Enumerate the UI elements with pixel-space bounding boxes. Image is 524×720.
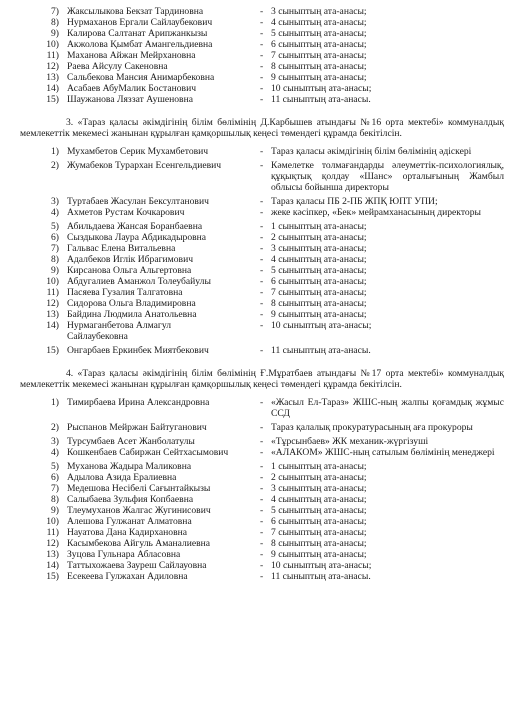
- list-item: 5) Абильдаева Жансая Боранбаевна - 1 сыныптың ата-анасы;: [51, 221, 367, 232]
- list-item: 15) Шаужанова Ляззат Аушеновна - 11 сыныптың ата-анасы.: [46, 94, 371, 105]
- list-item: 9) Кирсанова Ольга Альгертовна - 5 сыныптың ата-анасы;: [51, 265, 367, 276]
- list-item: 2) Рыспанов Мейржан Байтуганович - Тараз қалалық прокуратурасының аға прокуроры: [51, 422, 473, 433]
- list-item: 10) Акжолова Қымбат Амангельдиевна - 6 сыныптың ата-анасы;: [46, 39, 367, 50]
- list-item: 6) Сыздыкова Лаура Абдикадыровна - 2 сыныптың ата-анасы;: [51, 232, 367, 243]
- list-item: 2) Жумабеков Турархан Есенгельдиевич - Кәмелетке толмағандарды әлеуметтік-психологиялық, құқықтық қолдау «Шанс» орталығының Жамбыл облысы бойынша директоры: [51, 160, 504, 193]
- section2-list: [20, 6, 504, 105]
- list-item: 14) Нурмаганбетова Алмагул Сайлаубековна - 10 сыныптың ата-анасы;: [46, 320, 372, 342]
- section4-intro: 4. «Тараз қаласы әкімдігінің білім бөлімінің Ғ.Мұратбаев атындағы №17 орта мектебі» коммуналдық мемлекеттік мекемесі жанынан құрылған қамқоршылық кеңесі төмендегі құрамда бекітілсін.: [20, 368, 504, 390]
- list-item: 13) Зуцова Гульнара Абласовна - 9 сыныптың ата-анасы;: [46, 549, 367, 560]
- section3-intro: 3. «Тараз қаласы әкімдігінің білім бөлімінің Д.Карбышев атындағы №16 орта мектебі» коммуналдық мемлекеттік мекемесі жанынан құрылған қамқоршылық кеңесі төмендегі құрамда бекітілсін.: [20, 117, 504, 139]
- list-item: 11) Маханова Айжан Мейрхановна - 7 сыныптың ата-анасы;: [46, 50, 367, 61]
- list-item: 3) Туртабаев Жасулан Бексултанович - Тараз қаласы ПБ 2-ПБ ЖПҚ ЮПТ УПИ;: [51, 196, 438, 207]
- list-item: 5) Муханова Жадыра Маликовна - 1 сыныптың ата-анасы;: [51, 461, 367, 472]
- list-item: 10) Абдугалиев Аманжол Толеубайулы - 6 сыныптың ата-анасы;: [46, 276, 367, 287]
- list-item: 3) Турсумбаев Асет Жанболатулы - «Тұрсынбаев» ЖК механик-жүргізуші: [51, 436, 429, 447]
- list-item: 6) Адылова Азида Ералиевна - 2 сыныптың ата-анасы;: [51, 472, 367, 483]
- list-item: 7) Жаксылыкова Бекзат Тардиновна - 3 сыныптың ата-анасы;: [51, 6, 367, 17]
- list-item: 8) Адалбеков Иглік Ибрагимович - 4 сыныптың ата-анасы;: [51, 254, 367, 265]
- list-item: 8) Салыбаева Зульфия Копбаевна - 4 сыныптың ата-анасы;: [51, 494, 367, 505]
- list-item: 13) Байдина Людмила Анатольевна - 9 сыныптың ата-анасы;: [46, 309, 367, 320]
- list-item: 9) Тлеумуханов Жалгас Жугинисович - 5 сыныптың ата-анасы;: [51, 505, 367, 516]
- list-item: 10) Алешова Гулжанат Алматовна - 6 сыныптың ата-анасы;: [46, 516, 367, 527]
- list-item: 13) Сальбекова Мансия Анимарбековна - 9 сыныптың ата-анасы;: [46, 72, 367, 83]
- list-item: 8) Нурмаханов Ергали Сайлаубекович - 4 сыныптың ата-анасы;: [51, 17, 367, 28]
- list-item: 11) Пасяева Гузалия Талгатовна - 7 сыныптың ата-анасы;: [46, 287, 367, 298]
- list-item: 4) Ахметов Рустам Кочкарович - жеке кәсіпкер, «Бек» мейрамханасының директоры: [51, 207, 481, 218]
- list-item: 11) Науатова Дана Кадирхановна - 7 сыныптың ата-анасы;: [46, 527, 367, 538]
- list-item: 1) Тимирбаева Ирина Александровна - «Жасыл Ел-Тараз» ЖШС-ның жалпы қоғамдық жұмыс ССД: [51, 397, 504, 419]
- list-item: 7) Медешова Несібелі Сағынтайкызы - 3 сыныптың ата-анасы;: [51, 483, 367, 494]
- list-item: 9) Калирова Салтанат Арипжанкызы - 5 сыныптың ата-анасы;: [51, 28, 367, 39]
- list-item: 12) Касымбекова Айгуль Аманалиевна - 8 сыныптың ата-анасы;: [46, 538, 367, 549]
- list-item: 14) Таттыхожаева Зауреш Сайлауовна - 10 сыныптың ата-анасы;: [46, 560, 372, 571]
- list-item: 12) Сидорова Ольга Владимировна - 8 сыныптың ата-анасы;: [46, 298, 367, 309]
- list-item: 15) Онгарбаев Еркинбек Миятбекович - 11 сыныптың ата-анасы.: [46, 345, 371, 356]
- list-item: 14) Асабаев АбуМалик Бостанович - 10 сыныптың ата-анасы;: [46, 83, 372, 94]
- list-item: 15) Есекеева Гулжахан Адиловна - 11 сыныптың ата-анасы.: [46, 571, 371, 582]
- list-item: 4) Кошкенбаев Сабиржан Сейтхасымович - «АЛАКОМ» ЖШС-ның сатылым бөлімінің менеджері: [51, 447, 495, 458]
- list-item: 7) Гальвас Елена Витальевна - 3 сыныптың ата-анасы;: [51, 243, 367, 254]
- list-item: 1) Мухамбетов Серик Мухамбетович - Тараз қаласы әкімдігінің білім бөлімінің әдіскері: [51, 146, 472, 157]
- section4: [20, 368, 504, 582]
- list-item: 12) Раева Айсулу Сакеновна - 8 сыныптың ата-анасы;: [46, 61, 367, 72]
- section3: [20, 117, 504, 356]
